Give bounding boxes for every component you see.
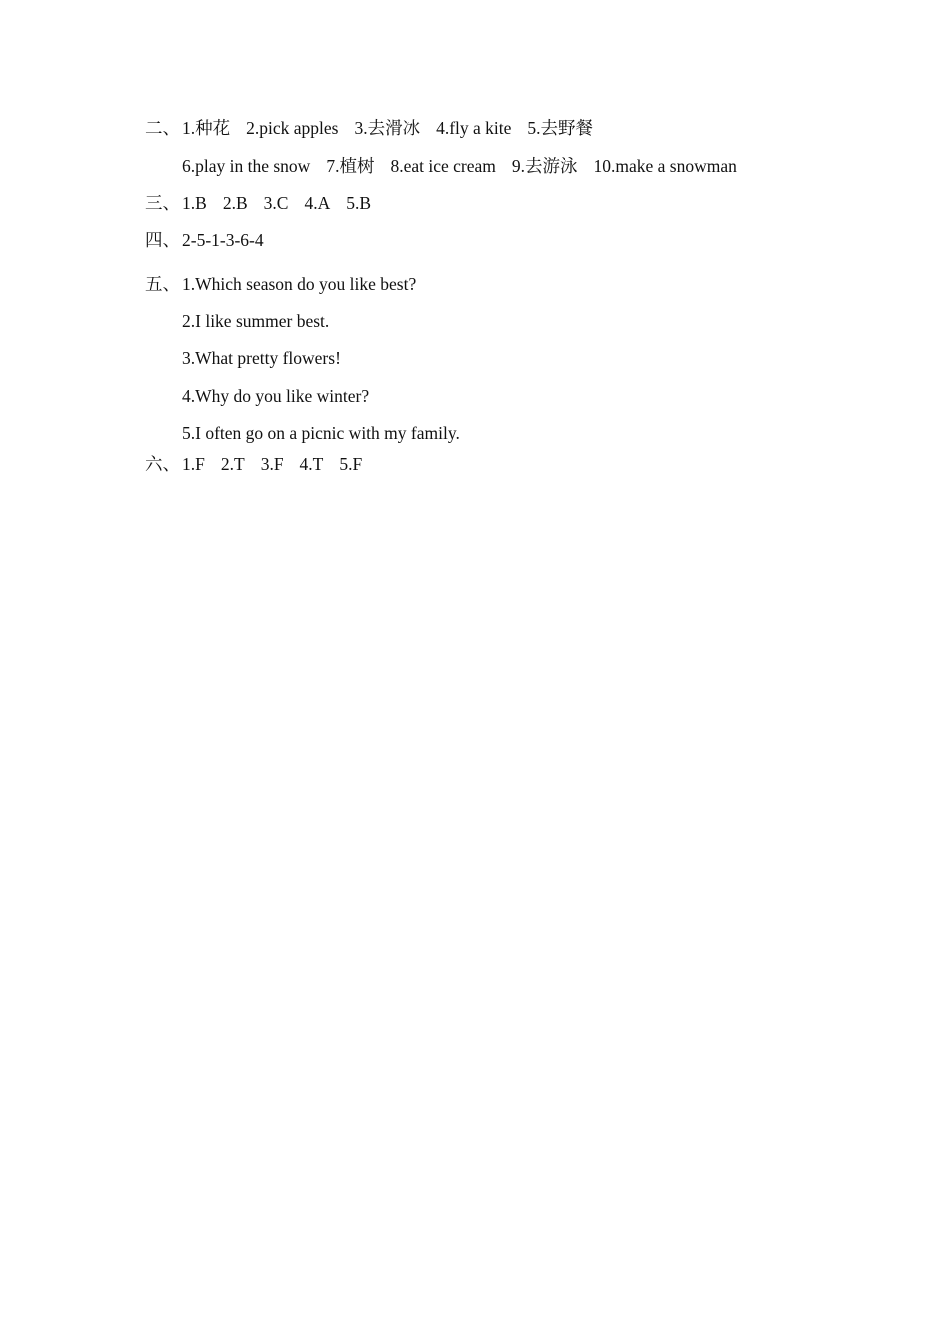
section-marker: 五、 xyxy=(145,274,180,294)
section-3 xyxy=(145,192,371,214)
answer-item: 1.B xyxy=(182,193,207,213)
answer-sentence: 1.Which season do you like best? xyxy=(182,274,417,294)
answer-item: 5.B xyxy=(346,193,372,213)
section-5-line-3 xyxy=(182,347,341,369)
answer-item: 5.F xyxy=(339,454,363,474)
answer-item: 2.pick apples xyxy=(246,118,339,138)
section-5-line-5 xyxy=(182,422,460,444)
section-marker: 二、 xyxy=(145,118,180,138)
section-5-line-2 xyxy=(182,310,329,332)
section-4 xyxy=(145,229,264,251)
answer-item: 2.T xyxy=(220,454,245,474)
answer-item: 3.F xyxy=(260,454,284,474)
section-2-row-1 xyxy=(145,117,593,139)
section-marker: 四、 xyxy=(145,230,180,250)
answer-item: 2.B xyxy=(222,193,248,213)
answer-sentence: 2.I like summer best. xyxy=(182,311,330,331)
section-marker: 六、 xyxy=(145,454,180,474)
answer-sentence: 5.I often go on a picnic with my family. xyxy=(182,423,460,443)
answer-item: 3.去滑冰 xyxy=(354,118,421,138)
answer-sentence: 4.Why do you like winter? xyxy=(182,386,370,406)
answer-item: 7.植树 xyxy=(326,156,375,176)
answer-item: 1.F xyxy=(182,454,205,474)
answer-item: 4.A xyxy=(304,193,331,213)
section-5-line-1 xyxy=(145,273,416,295)
answer-item: 9.去游泳 xyxy=(511,156,578,176)
answer-item: 1.种花 xyxy=(182,118,231,138)
answer-item: 4.T xyxy=(299,454,324,474)
answer-item: 5.去野餐 xyxy=(527,118,594,138)
answer-item: 4.fly a kite xyxy=(436,118,512,138)
section-6 xyxy=(145,453,362,475)
answer-item: 10.make a snowman xyxy=(593,156,737,176)
answer-item: 8.eat ice cream xyxy=(390,156,496,176)
section-2-row-2 xyxy=(182,155,737,177)
answer-sequence: 2-5-1-3-6-4 xyxy=(182,230,264,250)
answer-item: 3.C xyxy=(263,193,289,213)
answer-sentence: 3.What pretty flowers! xyxy=(182,348,341,368)
section-5-line-4 xyxy=(182,385,369,407)
section-marker: 三、 xyxy=(145,193,180,213)
answer-item: 6.play in the snow xyxy=(182,156,311,176)
